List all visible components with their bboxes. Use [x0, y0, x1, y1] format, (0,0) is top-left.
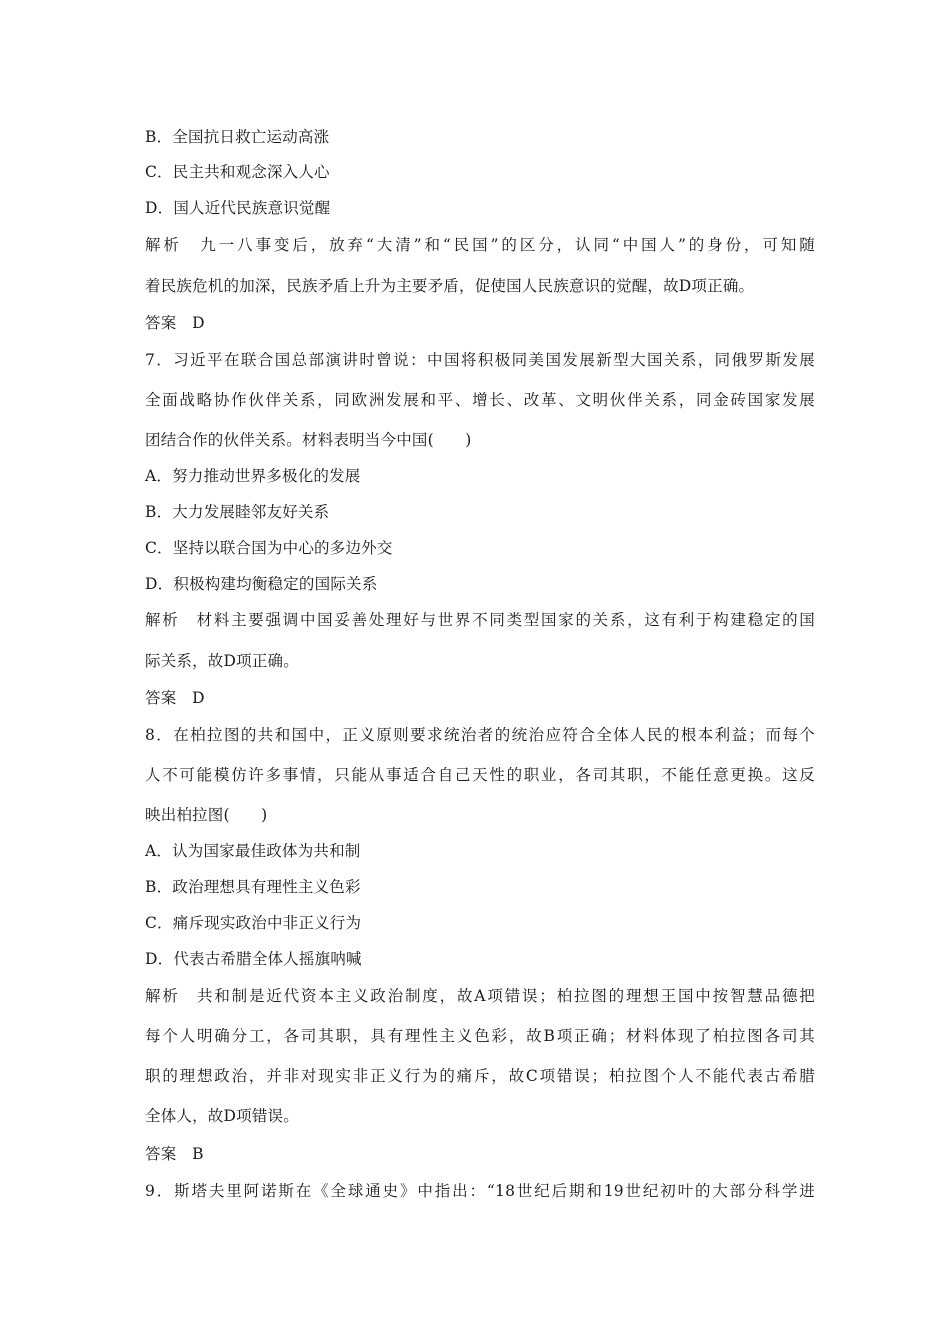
q6-option-c: C．民主共和观念深入人心	[145, 163, 330, 181]
q8-option-b: B．政治理想具有理性主义色彩	[145, 878, 361, 896]
q8-stem-line-3: 映出柏拉图( )	[145, 806, 268, 824]
q8-analysis-line-4: 全体人，故D项错误。	[145, 1107, 299, 1125]
q7-option-a: A．努力推动世界多极化的发展	[145, 467, 361, 485]
q8-answer: 答案 B	[145, 1145, 204, 1163]
q6-answer: 答案 D	[145, 314, 205, 332]
q8-analysis-line-2: 每个人明确分工，各司其职，具有理性主义色彩，故B项正确；材料体现了柏拉图各司其	[145, 1027, 815, 1045]
q7-stem-line-1: 7．习近平在联合国总部演讲时曾说：中国将积极同美国发展新型大国关系，同俄罗斯发展	[145, 351, 815, 369]
q6-analysis-line-2: 着民族危机的加深，民族矛盾上升为主要矛盾，促使国人民族意识的觉醒，故D项正确。	[145, 277, 755, 295]
q8-stem-line-1: 8．在柏拉图的共和国中，正义原则要求统治者的统治应符合全体人民的根本利益；而每个	[145, 726, 815, 744]
q7-stem-line-2: 全面战略协作伙伴关系，同欧洲发展和平、增长、改革、文明伙伴关系，同金砖国家发展	[145, 391, 815, 409]
q7-stem-line-3: 团结合作的伙伴关系。材料表明当今中国( )	[145, 431, 472, 449]
q7-answer: 答案 D	[145, 689, 205, 707]
q8-option-c: C．痛斥现实政治中非正义行为	[145, 914, 362, 932]
q7-option-d: D．积极构建均衡稳定的国际关系	[145, 575, 378, 593]
q7-option-b: B．大力发展睦邻友好关系	[145, 503, 330, 521]
q7-analysis-line-1: 解析 材料主要强调中国妥善处理好与世界不同类型国家的关系，这有利于构建稳定的国	[145, 611, 815, 629]
q6-option-d: D．国人近代民族意识觉醒	[145, 199, 331, 217]
q8-analysis-line-3: 职的理想政治，并非对现实非正义行为的痛斥，故C项错误；柏拉图个人不能代表古希腊	[145, 1067, 815, 1085]
q7-analysis-line-2: 际关系，故D项正确。	[145, 652, 299, 670]
q8-analysis-line-1: 解析 共和制是近代资本主义政治制度，故A项错误；柏拉图的理想王国中按智慧品德把	[145, 987, 815, 1005]
q9-stem-line-1: 9．斯塔夫里阿诺斯在《全球通史》中指出：“18世纪后期和19世纪初叶的大部分科学进	[145, 1182, 815, 1200]
q8-option-d: D．代表古希腊全体人摇旗呐喊	[145, 950, 362, 968]
q8-stem-line-2: 人不可能模仿许多事情，只能从事适合自己天性的职业，各司其职，不能任意更换。这反	[145, 766, 815, 784]
q7-option-c: C．坚持以联合国为中心的多边外交	[145, 539, 393, 557]
q8-option-a: A．认为国家最佳政体为共和制	[145, 842, 361, 860]
q6-option-b: B．全国抗日救亡运动高涨	[145, 128, 330, 146]
q6-analysis-line-1: 解析 九一八事变后，放弃“大清”和“民国”的区分，认同“中国人”的身份，可知随	[145, 236, 815, 254]
